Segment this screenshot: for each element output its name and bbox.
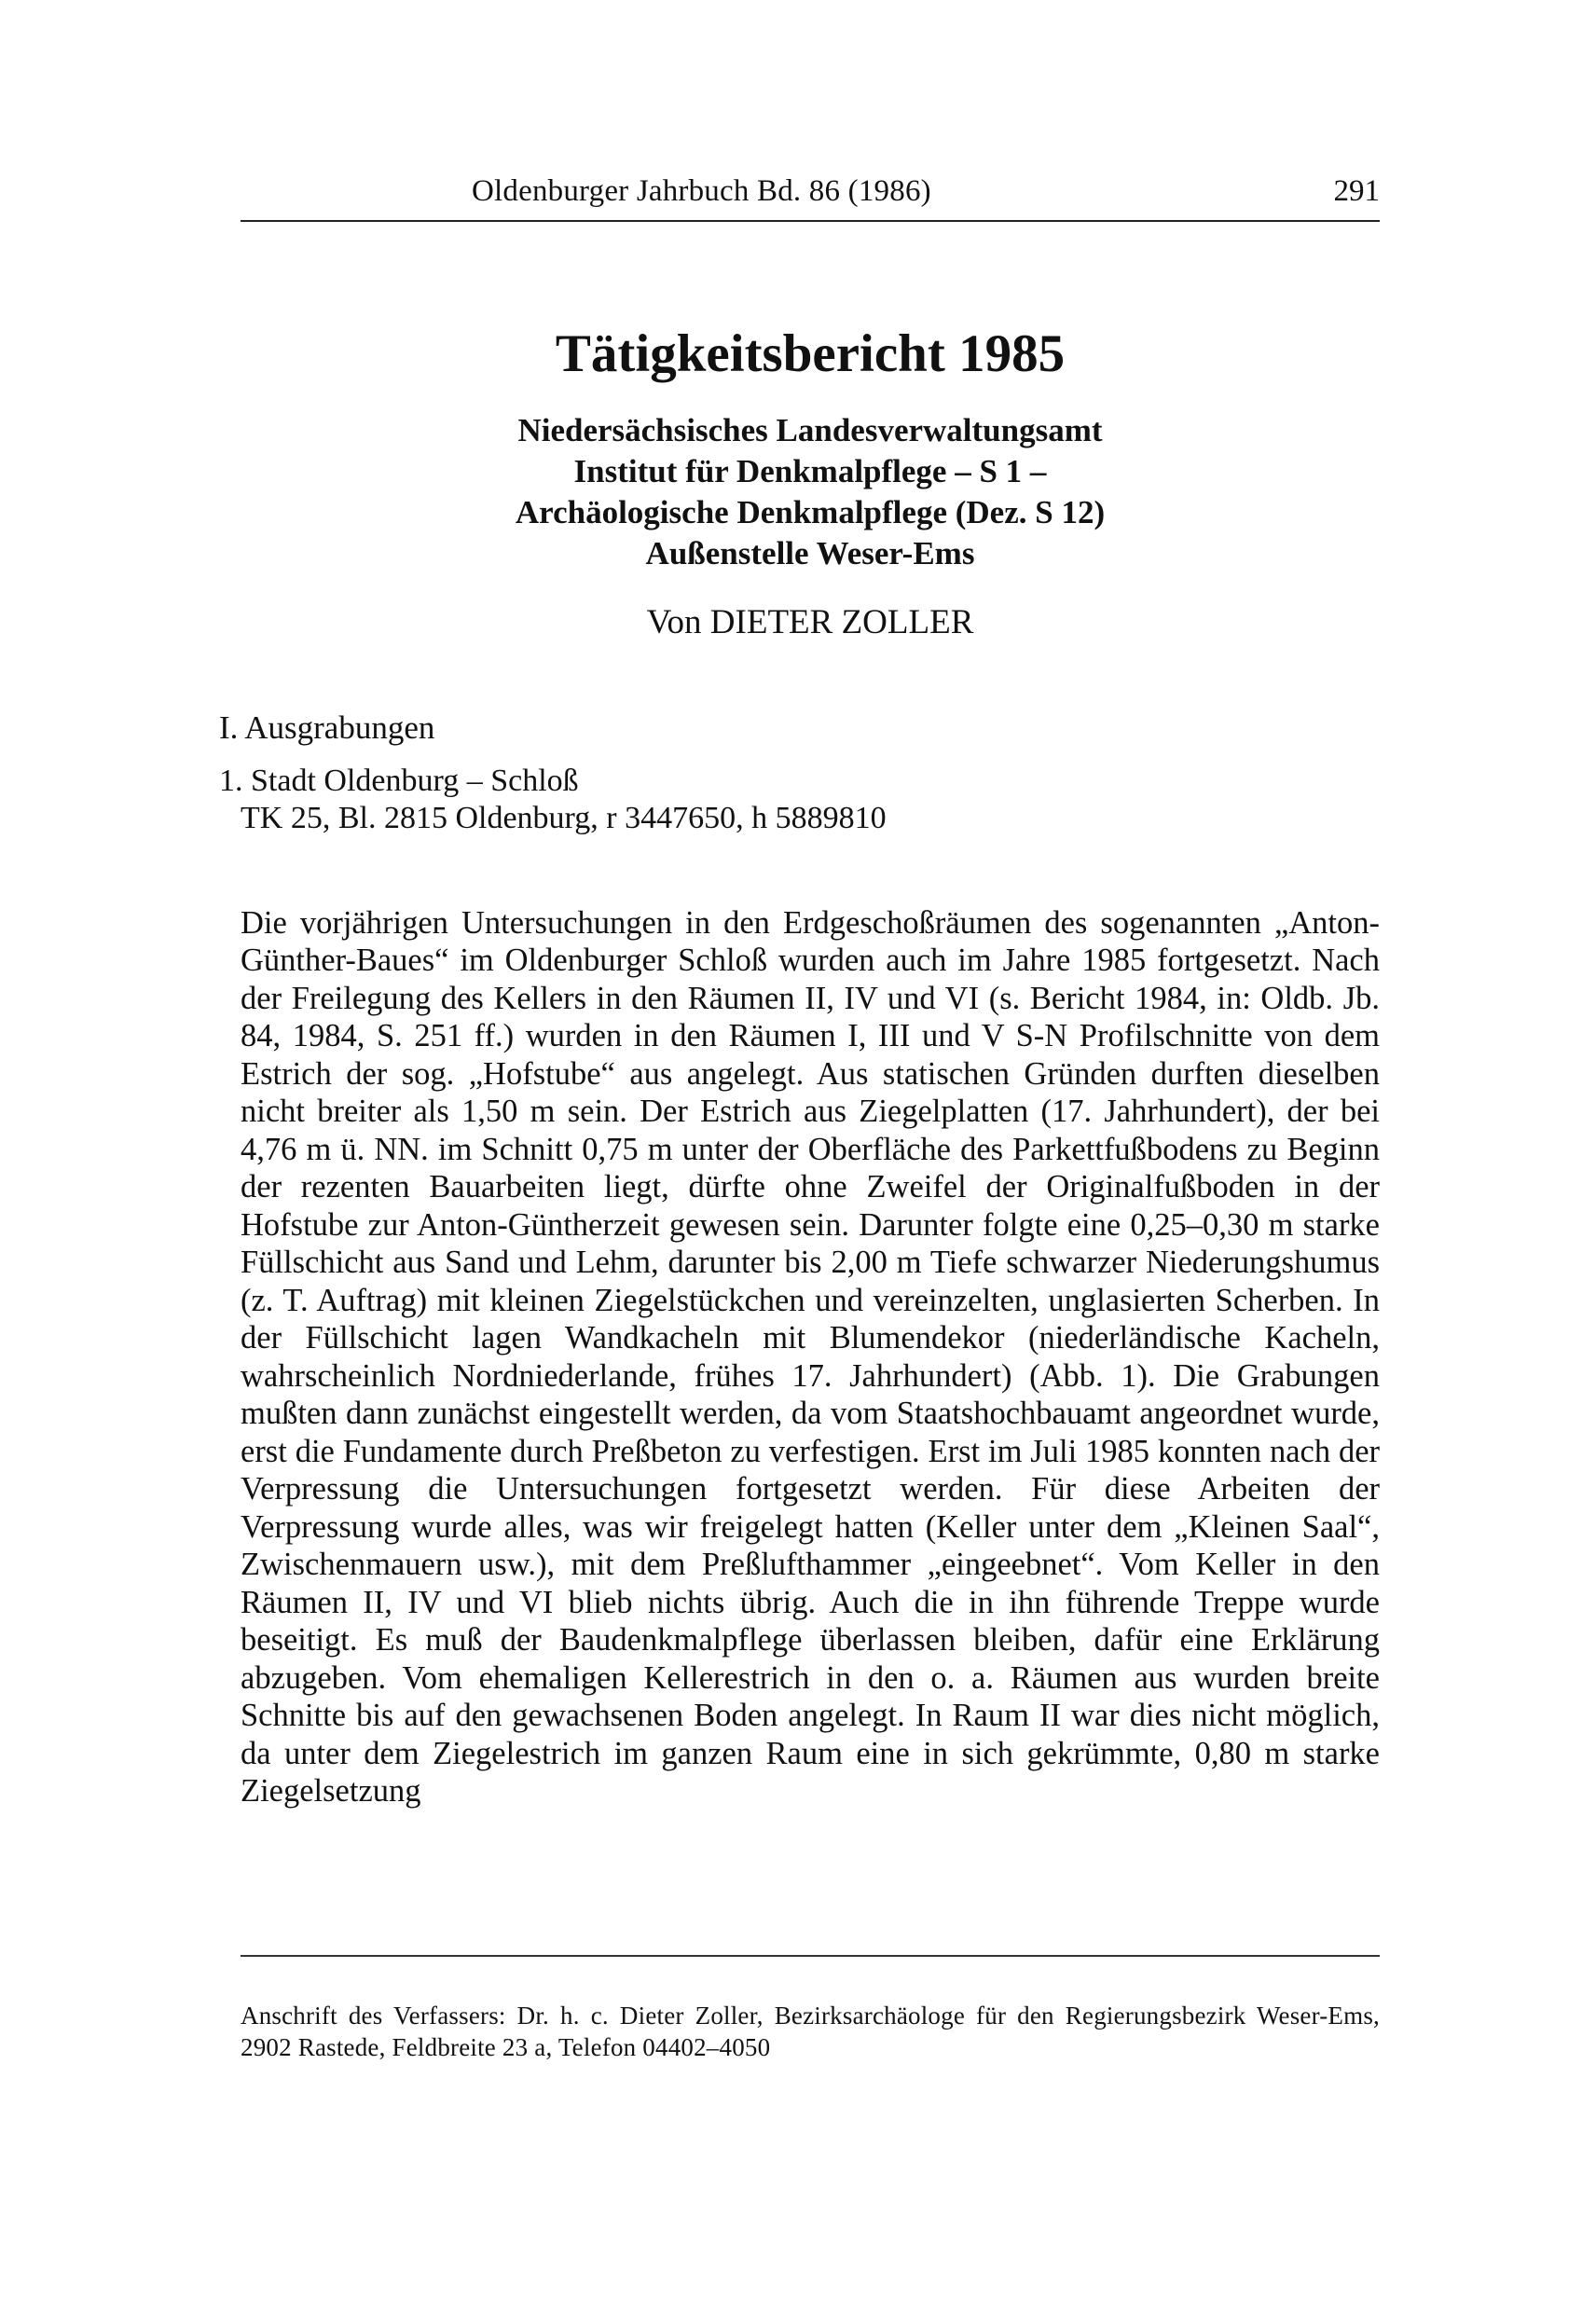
subtitle-line-1: Niedersächsisches Landesverwaltungsamt bbox=[517, 412, 1103, 448]
article-title: Tätigkeitsbericht 1985 bbox=[555, 324, 1066, 383]
site-place: Stadt Oldenburg – Schloß bbox=[251, 764, 579, 798]
running-head bbox=[241, 172, 1380, 219]
subtitle-line-4: Außenstelle Weser-Ems bbox=[645, 535, 975, 571]
page bbox=[219, 0, 1380, 2312]
section-number: I. bbox=[219, 709, 239, 746]
site-entry bbox=[219, 763, 1375, 837]
body-paragraph: Die vorjährigen Untersuchungen in den Erdgeschoßräumen des sogenannten „Anton-Günther-Baues“ im Oldenburger Schloß wurden auch im Jahre 1985 fortgesetzt. Nach der Freilegung des Kellers in den Räumen II, IV und VI (s. Bericht 1984, in: Oldb. Jb. 84, 1984, S. 251 ff.) wurden in den Räumen I, III und V S-N Profilschnitte von dem Estrich der sog. „Hofstube“ aus angelegt. Aus statischen Gründen durften dieselben nicht breiter als 1,50 m sein. Der Estrich aus Ziegelplatten (17. Jahrhundert), der bei 4,76 m ü. NN. im Schnitt 0,75 m unter der Oberfläche des Parkettfußbodens zu Beginn der rezenten Bauarbeiten liegt, dürfte ohne Zweifel der Originalfußboden in der Hofstube zur Anton-Güntherzeit gewesen sein. Darunter folgte eine 0,25–0,30 m starke Füllschicht aus Sand und Lehm, darunter bis 2,00 m Tiefe schwarzer Niederungshumus (z. T. Auftrag) mit kleinen Ziegelstückchen und vereinzelten, unglasierten Scherben. In der Füllschicht lagen Wandkacheln mit Blumendekor (niederländische Kacheln, wahrscheinlich Nordniederlande, frühes 17. Jahrhundert) (Abb. 1). Die Grabungen mußten dann zunächst eingestellt werden, da vom Staatshochbauamt angeordnet wurde, erst die Fundamente durch Preßbeton zu verfestigen. Erst im Juli 1985 konnten nach der Verpressung die Untersuchungen fortgesetzt werden. Für diese Arbeiten der Verpressung wurde alles, was wir freigelegt hatten (Keller unter dem „Kleinen Saal“, Zwischenmauern usw.), mit dem Preßlufthammer „eingeebnet“. Vom Keller in den Räumen II, IV und VI blieb nichts übrig. Auch die in ihn führende Treppe wurde beseitigt. Es muß der Baudenkmalpflege überlassen bleiben, dafür eine Erklärung abzugeben. Vom ehemaligen Kellerestrich in den o. a. Räumen aus wurden breite Schnitte bis auf den gewachsenen Boden angelegt. In Raum II war dies nicht möglich, da unter dem Ziegelestrich im ganzen Raum eine in sich gekrümmte, 0,80 m starke Ziegelsetzung bbox=[241, 904, 1380, 1809]
page-number: 291 bbox=[1333, 174, 1380, 208]
author-line: Von DIETER ZOLLER bbox=[646, 603, 974, 641]
section-title: Ausgrabungen bbox=[244, 709, 435, 746]
site-entry-number: 1. bbox=[219, 764, 243, 798]
footnote-rule bbox=[241, 1955, 1380, 1957]
map-reference: TK 25, Bl. 2815 Oldenburg, r 3447650, h 5889810 bbox=[241, 801, 887, 835]
site-entry-title bbox=[219, 763, 1375, 800]
section-heading bbox=[219, 709, 434, 748]
subtitle-line-2: Institut für Denkmalpflege – S 1 – bbox=[573, 453, 1047, 489]
subtitle-line-3: Archäologische Denkmalpflege (Dez. S 12) bbox=[515, 494, 1106, 530]
journal-title: Oldenburger Jahrbuch Bd. 86 (1986) bbox=[472, 174, 931, 208]
header-rule bbox=[241, 220, 1380, 222]
title-block bbox=[241, 324, 1380, 643]
author-address-footnote: Anschrift des Verfassers: Dr. h. c. Dieter Zoller, Bezirksarchäologe für den Regierungsbezirk Weser-Ems, 2902 Rastede, Feldbreite 23 a, Telefon 04402–4050 bbox=[241, 2002, 1380, 2061]
